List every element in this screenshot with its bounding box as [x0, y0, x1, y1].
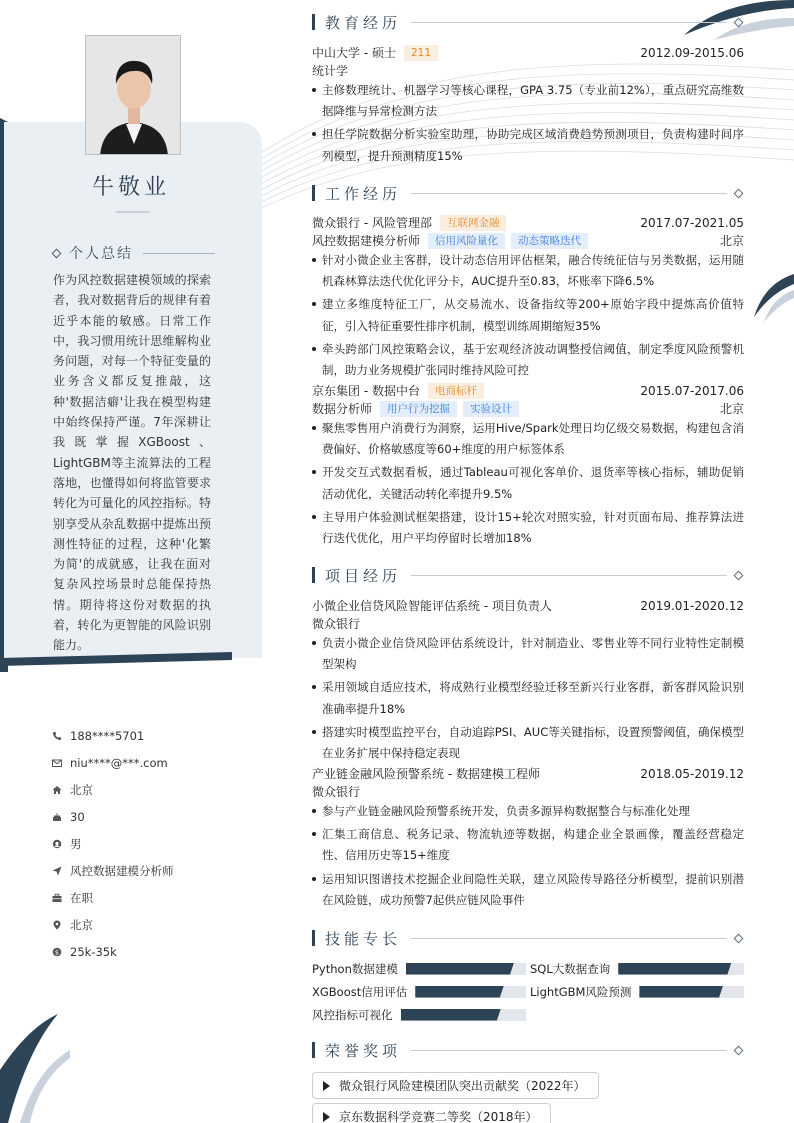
info-position [52, 857, 252, 884]
briefcase-icon [52, 893, 62, 903]
avatar [85, 35, 181, 155]
corner-wave-bottom-decoration [0, 1010, 70, 1123]
section-projects-heading [312, 564, 744, 586]
summary-heading [53, 243, 215, 263]
skill-level-fill [618, 963, 731, 975]
education-date: 2012.09-2015.06 [640, 45, 744, 60]
project-title: 小微企业信贷风险智能评估系统 - 项目负责人 [312, 599, 552, 613]
company-name: 京东集团 - 数据中台 [312, 384, 420, 398]
education-entry [312, 43, 744, 169]
award-item [312, 1103, 551, 1123]
list-item: 主导用户体验测试框架搭建，设计15+轮次对照实验，针对页面布局、推荐算法进行迭代优化，用户平均停留时长增加18% [312, 507, 744, 549]
role-tag: 动态策略迭代 [511, 233, 588, 249]
svg-text:$: $ [54, 947, 60, 956]
award-item [312, 1072, 599, 1099]
work-entry-webank [312, 213, 744, 383]
company-name: 微众银行 - 风险管理部 [312, 216, 432, 230]
heading-bar [312, 14, 315, 30]
section-skills-heading [312, 927, 744, 949]
project-date: 2019.01-2020.12 [640, 598, 744, 613]
section-title: 荣誉奖项 [325, 1041, 402, 1060]
status-value: 在职 [70, 890, 93, 905]
skill-item [312, 958, 526, 979]
info-location [52, 911, 252, 938]
profile-summary: 作为风控数据建模领域的探索者，我对数据背后的规律有着近乎本能的敏感。日常工作中，我习惯用统计思维解构业务问题，对每一个特征变量的业务含义都反复推敲，这种'数据洁癖'让我在模型构建中始终保持严谨。7年深耕让我既掌握XGBoost、LightGBM等主流算法的工程落地，也懂得如何将监管要求转化为可量化的风控指标。特别享受从杂乱数据中提炼出预测性特征的过程，这种'化繁为简'的成就感，让我在面对复杂风控场景时总能保持热情。期待将这份对数据的执着，转化为更智能的风险识别能力。 [53, 273, 211, 653]
project-entry-supplychain [312, 764, 744, 913]
name-divider [116, 211, 150, 213]
gender-icon [52, 839, 62, 849]
diamond-icon [734, 933, 744, 943]
skill-label: LightGBM风险预测 [530, 984, 632, 999]
project-entry-credit [312, 596, 744, 766]
section-title: 技能专长 [325, 929, 402, 948]
project-bullets [312, 801, 744, 911]
work-bullets [312, 250, 744, 381]
phone-icon [52, 731, 62, 741]
skill-level-bar [401, 1009, 527, 1021]
list-item: 牵头跨部门风控策略会议，基于宏观经济波动调整授信阈值，制定季度风险预警机制，助力业务规模扩张同时维持风险可控 [312, 339, 744, 381]
list-item: 运用知识图谱技术挖掘企业间隐性关联，建立风险传导路径分析模型，提前识别潜在风险链，成功预警7起供应链风险事件 [312, 869, 744, 911]
info-home [52, 776, 252, 803]
heading-rule [411, 1050, 727, 1051]
play-icon [323, 1112, 330, 1122]
section-title: 教育经历 [325, 13, 402, 32]
side-wave-decoration [754, 272, 794, 322]
skill-level-bar [618, 963, 744, 975]
major: 统计学 [312, 64, 349, 78]
work-bullets [312, 418, 744, 549]
list-item: 采用领域自适应技术，将成熟行业模型经验迁移至新兴行业客群，新客群风险识别准确率提升18% [312, 677, 744, 719]
skill-level-fill [639, 986, 723, 998]
diamond-icon [734, 188, 744, 198]
school-name: 中山大学 - 硕士 [312, 46, 396, 60]
section-title: 项目经历 [325, 566, 402, 585]
heading-rule [411, 193, 727, 194]
role-tag: 实验设计 [463, 401, 519, 417]
work-date: 2015.07-2017.06 [640, 383, 744, 398]
skill-level-fill [406, 963, 514, 975]
diamond-icon [734, 1045, 744, 1055]
work-entry-jd [312, 381, 744, 551]
skill-label: 风控指标可视化 [312, 1007, 393, 1022]
project-org: 微众银行 [312, 785, 361, 799]
list-item: 担任学院数据分析实验室助理，协助完成区域消费趋势预测项目，负责构建时间序列模型，提升预测精度15% [312, 124, 744, 166]
skill-label: SQL大数据查询 [530, 961, 611, 976]
list-item: 负责小微企业信贷风险评估系统设计，针对制造业、零售业等不同行业特性定制模型架构 [312, 633, 744, 675]
skill-item [312, 1004, 526, 1025]
skill-level-bar [415, 986, 526, 998]
work-city: 北京 [719, 234, 744, 248]
diamond-icon [734, 17, 744, 27]
heading-bar [312, 567, 315, 583]
email-value: niu****@***.com [70, 755, 168, 770]
skill-label: Python数据建模 [312, 961, 398, 976]
salary-value: 25k-35k [70, 944, 117, 959]
role-name: 风控数据建模分析师 [312, 234, 421, 248]
skill-level-bar [406, 963, 526, 975]
heading-bar [312, 185, 315, 201]
avatar-portrait-icon [86, 36, 181, 155]
skill-level-fill [401, 1009, 501, 1021]
heading-bar [312, 930, 315, 946]
skill-label: XGBoost信用评估 [312, 984, 408, 999]
company-tag: 电商标杆 [428, 383, 484, 399]
info-salary [52, 938, 252, 965]
mail-icon [52, 758, 62, 768]
list-item: 建立多维度特征工厂，从交易流水、设备指纹等200+原始字段中提炼高价值特征，引入特征重要性排序机制，模型训练周期缩短35% [312, 294, 744, 336]
location-value: 北京 [70, 917, 93, 932]
diamond-icon [52, 248, 62, 258]
skill-level-bar [639, 986, 744, 998]
role-tag: 用户行为挖掘 [380, 401, 457, 417]
section-awards-heading [312, 1039, 744, 1061]
list-item: 汇集工商信息、税务记录、物流轨迹等数据，构建企业全景画像，覆盖经营稳定性、信用历史等15+维度 [312, 824, 744, 866]
phone-value: 188****5701 [70, 728, 145, 743]
play-icon [323, 1081, 330, 1091]
section-education-heading [312, 11, 744, 33]
list-item: 针对小微企业主客群，设计动态信用评估框架，融合传统征信与另类数据，运用随机森林算法迭代优化评分卡，AUC提升至0.83，坏账率下降6.5% [312, 250, 744, 292]
position-value: 风控数据建模分析师 [70, 863, 174, 878]
send-icon [52, 866, 62, 876]
section-work-heading [312, 182, 744, 204]
heading-rule [411, 938, 727, 939]
home-value: 北京 [70, 782, 93, 797]
heading-rule [411, 575, 727, 576]
skills-list [312, 958, 744, 1025]
location-icon [52, 920, 62, 930]
role-tag: 信用风险量化 [428, 233, 505, 249]
skill-item [530, 981, 744, 1002]
money-icon [52, 947, 62, 957]
awards-list [312, 1072, 744, 1123]
cake-icon [52, 812, 62, 822]
work-date: 2017.07-2021.05 [640, 215, 744, 230]
age-value: 30 [70, 809, 85, 824]
project-date: 2018.05-2019.12 [640, 766, 744, 781]
info-gender [52, 830, 252, 857]
award-label: 微众银行风险建模团队突出贡献奖（2022年） [339, 1079, 586, 1093]
list-item: 参与产业链金融风险预警系统开发，负责多源异构数据整合与标准化处理 [312, 801, 744, 822]
contact-info [52, 722, 252, 965]
education-bullets [312, 80, 744, 167]
list-item: 主修数理统计、机器学习等核心课程，GPA 3.75（专业前12%），重点研究高维数据降维与异常检测方法 [312, 80, 744, 122]
award-label: 京东数据科学竞赛二等奖（2018年） [339, 1110, 538, 1123]
project-title: 产业链金融风险预警系统 - 数据建模工程师 [312, 767, 540, 781]
gender-value: 男 [70, 836, 82, 851]
list-item: 开发交互式数据看板，通过Tableau可视化客单价、退货率等核心指标，辅助促销活动优化，关键活动转化率提升9.5% [312, 462, 744, 504]
summary-heading-label: 个人总结 [69, 246, 133, 262]
skill-item [312, 981, 526, 1002]
list-item: 聚焦零售用户消费行为洞察，运用Hive/Spark处理日均亿级交易数据，构建包含消费偏好、价格敏感度等60+维度的用户标签体系 [312, 418, 744, 460]
company-tag: 互联网金融 [440, 215, 507, 231]
school-tag: 211 [404, 45, 438, 61]
skill-item [530, 958, 744, 979]
heading-rule [411, 22, 727, 23]
info-email [52, 749, 252, 776]
section-title: 工作经历 [325, 184, 402, 203]
info-status [52, 884, 252, 911]
list-item: 搭建实时模型监控平台，自动追踪PSI、AUC等关键指标，设置预警阈值，确保模型在业务扩展中保持稳定表现 [312, 722, 744, 764]
diamond-icon [734, 570, 744, 580]
info-phone [52, 722, 252, 749]
role-name: 数据分析师 [312, 402, 373, 416]
summary-heading-rule [143, 253, 215, 254]
work-city: 北京 [719, 402, 744, 416]
heading-bar [312, 1042, 315, 1058]
info-age [52, 803, 252, 830]
profile-name: 牛敬业 [91, 175, 170, 200]
project-org: 微众银行 [312, 617, 361, 631]
skill-level-fill [415, 986, 504, 998]
project-bullets [312, 633, 744, 764]
home-icon [52, 785, 62, 795]
